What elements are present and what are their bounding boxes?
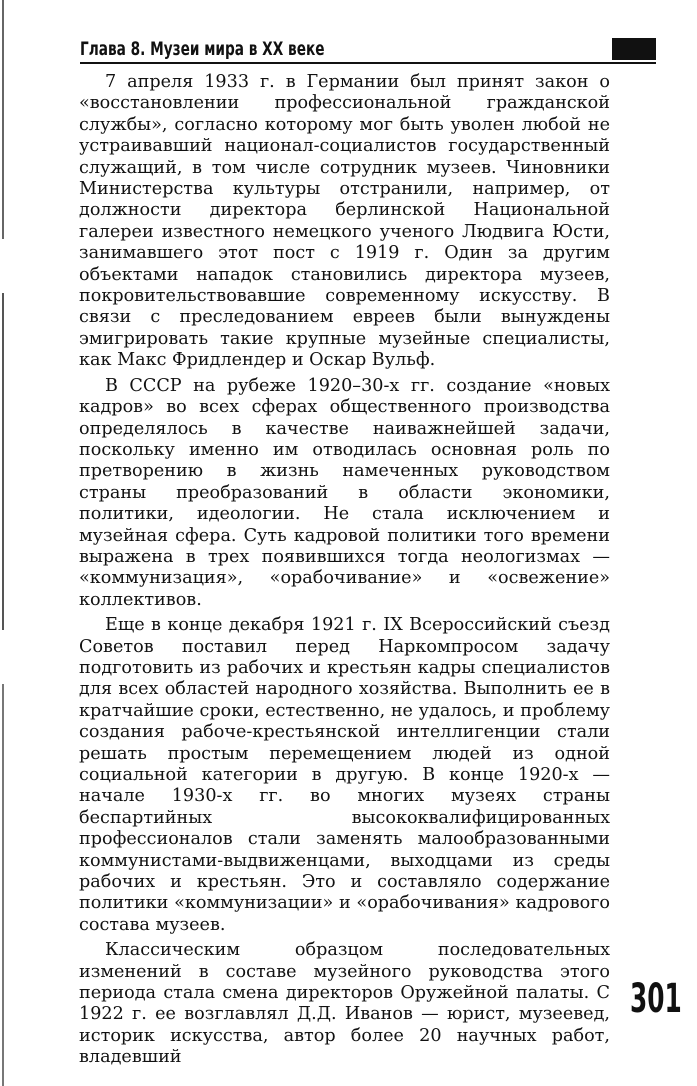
header-black-bar <box>612 38 656 60</box>
paragraph-4: Классическим образцом последовательных изменений в составе музейного руководства этого периода стала смена директоров Оружейной палаты. С 1922 г. ее возглавлял Д.Д. Иванов — юрист, музеевед, историк искусства, автор более 20 научных работ, владевший <box>79 940 610 1068</box>
chapter-title: Глава 8. Музеи мира в XX веке <box>80 38 325 60</box>
paragraph-3: Еще в конце декабря 1921 г. IX Всероссийский съезд Советов поставил перед Наркомпросом задачу подготовить из рабочих и крестьян кадры специалистов для всех областей народного хозяйства. Выполнить ее в кратчайшие сроки, естественно, не удалось, и проблему создания рабоче-крестьянской интеллигенции стали решать простым перемещением людей из одной социальной категории в другую. В конце 1920-х — начале 1930-х гг. во многих музеях страны беспартийных высококвалифицированных профессионалов стали заменять малообразованными коммунистами-выдвиженцами, выходцами из среды рабочих и крестьян. Это и составляло содержание политики «коммунизации» и «орабочивания» кадрового состава музеев. <box>79 615 610 935</box>
paragraph-2: В СССР на рубеже 1920–30-х гг. создание «новых кадров» во всех сферах общественного производства определялось в качестве наиважнейшей задачи, поскольку именно им отводилась основная роль по претворению в жизнь намеченных руководством страны преобразований в области экономики, политики, идеологии. Не стала исключением и музейная сфера. Суть кадровой политики того времени выражена в трех появившихся тогда неологизмах — «коммунизация», «орабочивание» и «освежение» коллективов. <box>79 375 610 610</box>
paragraph-1: 7 апреля 1933 г. в Германии был принят закон о «восстановлении профессиональной гражданской службы», согласно которому мог быть уволен любой не устраивавший национал-социалистов государственный служащий, в том числе сотрудник музеев. Чиновники Министерства культуры отстранили, например, от должности директора берлинской Национальной галереи известного немецкого ученого Людвига Юсти, занимавшего этот пост с 1919 г. Один за другим объектами нападок становились директора музеев, покровительствовавшие современному искусству. В связи с преследованием евреев были вынуждены эмигрировать такие крупные музейные специалисты, как Макс Фридлендер и Оскар Вульф. <box>79 72 610 371</box>
page-number: 301 <box>630 976 682 1022</box>
page-edge-line <box>2 0 4 1086</box>
body-text <box>79 72 610 1073</box>
running-header <box>80 36 656 64</box>
